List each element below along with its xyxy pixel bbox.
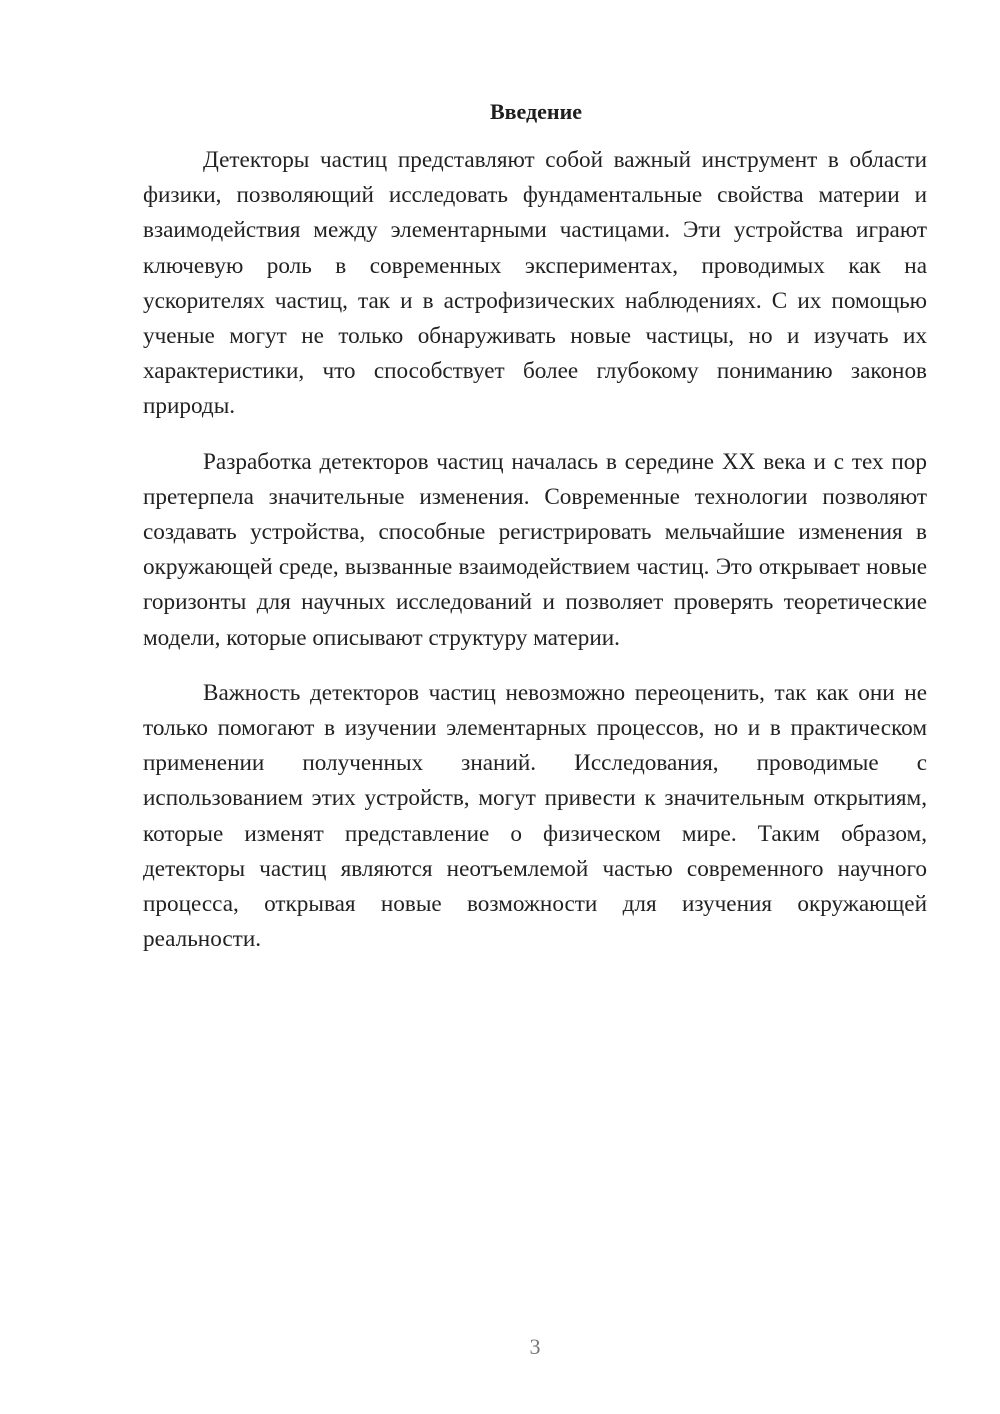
paragraph-1: Детекторы частиц представляют собой важный инструмент в области физики, позволяющий исследовать фундаментальные свойства материи и взаимодействия между элементарными частицами. Эти устройства играют ключевую роль в современных экспериментах, проводимых как на ускорителях частиц, так и в астрофизических наблюдениях. С их помощью ученые могут не только обнаруживать новые частицы, но и изучать их характеристики, что способствует более глубокому пониманию законов природы. (143, 147, 927, 420)
paragraph-2: Разработка детекторов частиц началась в середине XX века и с тех пор претерпела значительные изменения. Современные технологии позволяют создавать устройства, способные регистрировать мельчайшие изменения в окружающей среде, вызванные взаимодействием частиц. Это открывает новые горизонты для научных исследований и позволяет проверять теоретические модели, которые описывают структуру материи. (143, 448, 927, 651)
section-title: Введение (489, 99, 583, 124)
paragraph-3: Важность детекторов частиц невозможно переоценить, так как они не только помогают в изучении элементарных процессов, но и в практическом применении полученных знаний. Исследования, проводимые с использованием этих устройств, могут привести к значительным открытиям, которые изменят представление о физическом мире. Таким образом, детекторы частиц являются неотъемлемой частью современного научного процесса, открывая новые возможности для изучения окружающей реальности. (143, 679, 927, 953)
page-number: 3 (529, 1334, 541, 1359)
body-text (143, 143, 927, 977)
